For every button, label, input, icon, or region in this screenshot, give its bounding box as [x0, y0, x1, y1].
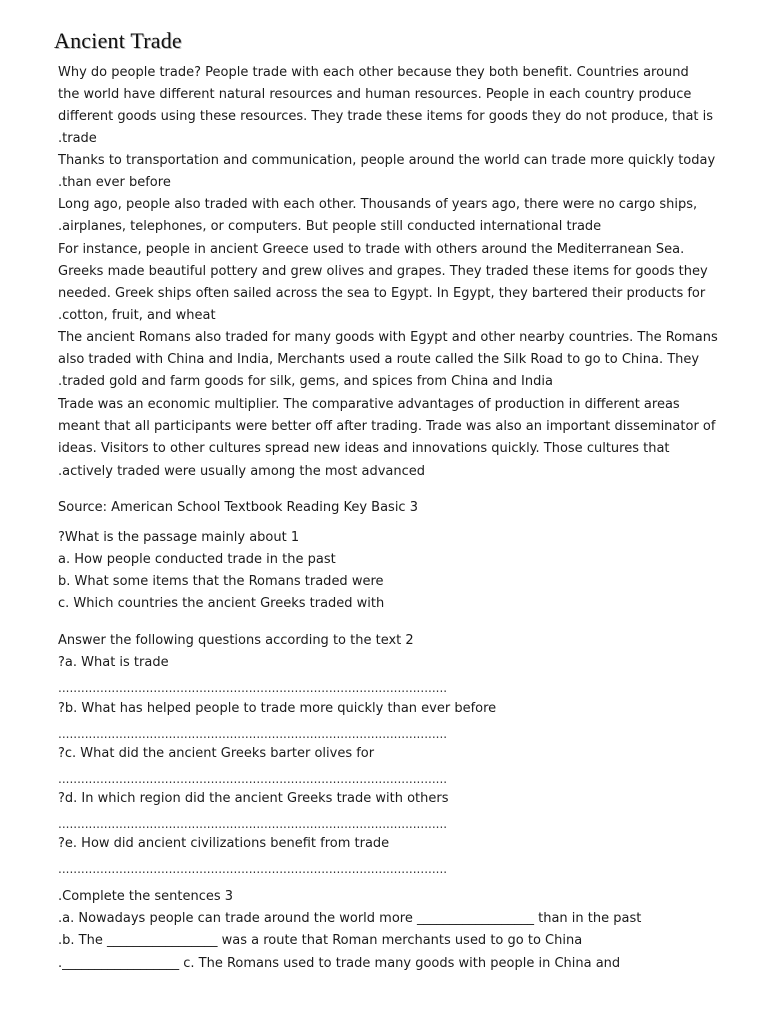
passage-line: Greeks made beautiful pottery and grew olives and grapes. They traded these items for goods they: [58, 264, 708, 279]
passage-line: the world have different natural resources and human resources. People in each country produce: [58, 87, 692, 102]
question-text: ?b. What has helped people to trade more quickly than ever before: [58, 701, 497, 716]
answer-line[interactable]: ......................................................................................................: [58, 727, 448, 741]
answer-line[interactable]: ......................................................................................................: [58, 862, 448, 876]
passage-line: Long ago, people also traded with each other. Thousands of years ago, there were no cargo ships,: [58, 197, 698, 212]
passage-line: .than ever before: [58, 175, 171, 190]
option-b: b. What some items that the Romans traded were: [58, 574, 384, 589]
passage-line: The ancient Romans also traded for many goods with Egypt and other nearby countries. The Romans: [58, 330, 718, 345]
passage-line: .trade: [58, 131, 97, 146]
option-c: c. Which countries the ancient Greeks traded with: [58, 596, 385, 611]
option-a: a. How people conducted trade in the past: [58, 552, 336, 567]
passage-line: ideas. Visitors to other cultures spread new ideas and innovations quickly. Those cultures that: [58, 441, 670, 456]
document-title: Ancient Trade: [54, 28, 182, 53]
passage-line: also traded with China and India, Merchants used a route called the Silk Road to go to China. They: [58, 352, 700, 367]
passage-line: Why do people trade? People trade with each other because they both benefit. Countries around: [58, 65, 689, 80]
passage-line: .airplanes, telephones, or computers. But people still conducted international trade: [58, 219, 602, 234]
passage-line: Trade was an economic multiplier. The comparative advantages of production in different areas: [58, 397, 680, 412]
passage-line: .traded gold and farm goods for silk, gems, and spices from China and India: [58, 374, 553, 389]
fill-in-sentence[interactable]: .b. The _________________ was a route that Roman merchants used to go to China: [58, 933, 583, 948]
section-heading: Answer the following questions according to the text 2: [58, 633, 414, 648]
passage-line: meant that all participants were better off after trading. Trade was also an important disseminator of: [58, 419, 716, 434]
question-text: ?c. What did the ancient Greeks barter olives for: [58, 746, 375, 761]
question-text: ?d. In which region did the ancient Greeks trade with others: [58, 791, 449, 806]
passage-line: For instance, people in ancient Greece used to trade with others around the Mediterranean Sea.: [58, 242, 685, 257]
question-text: ?a. What is trade: [58, 655, 169, 670]
passage-line: different goods using these resources. They trade these items for goods they do not produce, that is: [58, 109, 714, 124]
question-text: ?What is the passage mainly about 1: [58, 530, 300, 545]
passage-line: needed. Greek ships often sailed across the sea to Egypt. In Egypt, they bartered their products for: [58, 286, 706, 301]
section-heading: .Complete the sentences 3: [58, 889, 234, 904]
fill-in-sentence[interactable]: .__________________ c. The Romans used to trade many goods with people in China and: [58, 956, 621, 971]
source-citation: Source: American School Textbook Reading Key Basic 3: [58, 500, 418, 515]
passage-line: Thanks to transportation and communication, people around the world can trade more quickly today: [58, 153, 716, 168]
answer-line[interactable]: ......................................................................................................: [58, 772, 448, 786]
question-text: ?e. How did ancient civilizations benefit from trade: [58, 836, 390, 851]
passage-line: .cotton, fruit, and wheat: [58, 308, 216, 323]
fill-in-sentence[interactable]: .a. Nowadays people can trade around the world more __________________ than in the past: [58, 911, 642, 926]
answer-line[interactable]: ......................................................................................................: [58, 817, 448, 831]
passage-line: .actively traded were usually among the most advanced: [58, 464, 426, 479]
answer-line[interactable]: ......................................................................................................: [58, 681, 448, 695]
